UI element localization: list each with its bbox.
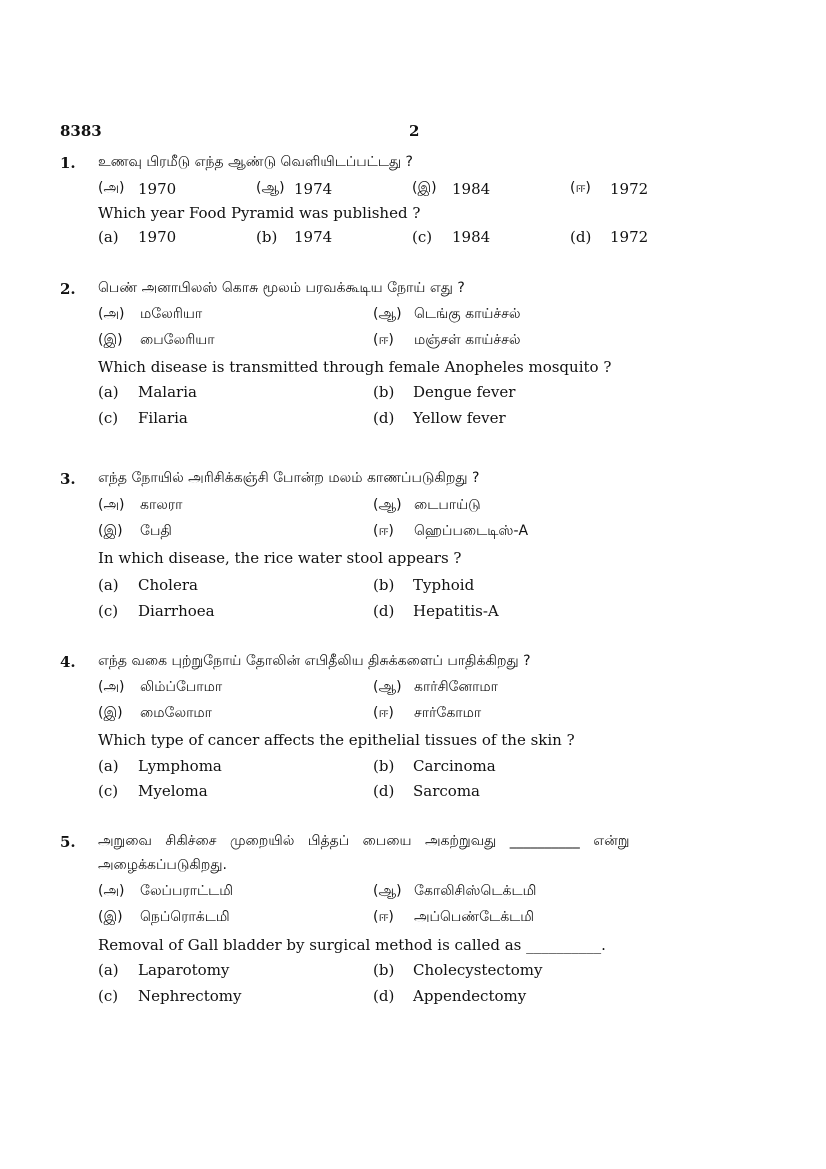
option-label: (a) — [98, 576, 119, 594]
option-label: (இ) — [98, 332, 123, 348]
option-label: (அ) — [98, 306, 125, 322]
option-text: 1984 — [452, 180, 491, 198]
option-text: டெங்கு காய்ச்சல் — [414, 306, 521, 322]
question-paper-code: 8383 — [60, 122, 102, 140]
option-text: Appendectomy — [413, 987, 527, 1005]
option-text: டைபாய்டு — [414, 497, 481, 513]
question-number: 5. — [60, 833, 76, 851]
option-label: (ஆ) — [373, 883, 402, 899]
option-text: 1984 — [452, 228, 491, 246]
question-number: 1. — [60, 154, 76, 172]
option-label: (அ) — [98, 497, 125, 513]
option-label: (b) — [256, 228, 278, 246]
option-label: (c) — [98, 409, 119, 427]
option-label: (அ) — [98, 180, 125, 196]
option-label: (ஆ) — [256, 180, 285, 196]
option-label: (ஆ) — [373, 306, 402, 322]
option-label: (d) — [373, 602, 395, 620]
option-text: கார்சினோமா — [414, 679, 498, 695]
option-text: Carcinoma — [413, 757, 496, 775]
option-label: (அ) — [98, 883, 125, 899]
question-text-tamil: எந்த வகை புற்றுநோய் தோலின் எபிதீலிய திசுக்களைப் பாதிக்கிறது ? — [98, 653, 531, 669]
option-label: (ஈ) — [373, 332, 394, 348]
option-label: (இ) — [98, 705, 123, 721]
option-text: Lymphoma — [138, 757, 222, 775]
option-label: (c) — [98, 987, 119, 1005]
option-text: 1974 — [294, 228, 333, 246]
option-text: Typhoid — [413, 576, 475, 594]
option-text: Yellow fever — [413, 409, 506, 427]
option-text: Cholera — [138, 576, 198, 594]
option-text: காலரா — [140, 497, 183, 513]
option-label: (ஆ) — [373, 497, 402, 513]
option-label: (a) — [98, 383, 119, 401]
option-label: (ஈ) — [570, 180, 591, 196]
option-text: Myeloma — [138, 782, 208, 800]
option-label: (ஆ) — [373, 679, 402, 695]
option-text: Malaria — [138, 383, 197, 401]
option-text: பேதி — [140, 523, 172, 539]
option-text: Sarcoma — [413, 782, 480, 800]
option-label: (இ) — [412, 180, 437, 196]
option-text: Laparotomy — [138, 961, 230, 979]
option-text: 1970 — [138, 228, 177, 246]
question-text-tamil: பெண் அனாபிலஸ் கொசு மூலம் பரவக்கூடிய நோய் எது ? — [98, 280, 465, 296]
option-text: சார்கோமா — [414, 705, 482, 721]
option-text: Nephrectomy — [138, 987, 242, 1005]
option-label: (b) — [373, 757, 395, 775]
option-text: பைலேரியா — [140, 332, 215, 348]
question-text-tamil: எந்த நோயில் அரிசிக்கஞ்சி போன்ற மலம் காணப்படுகிறது ? — [98, 470, 480, 486]
option-label: (ஈ) — [373, 909, 394, 925]
option-label: (a) — [98, 228, 119, 246]
option-label: (b) — [373, 576, 395, 594]
option-label: (d) — [373, 987, 395, 1005]
option-label: (இ) — [98, 523, 123, 539]
option-text: 1972 — [610, 228, 649, 246]
option-label: (b) — [373, 383, 395, 401]
option-text: Dengue fever — [413, 383, 516, 401]
option-label: (c) — [98, 602, 119, 620]
option-text: மைலோமா — [140, 705, 212, 721]
option-text: மஞ்சள் காய்ச்சல் — [414, 332, 521, 348]
option-label: (d) — [373, 782, 395, 800]
option-text: நெப்ரொக்டமி — [140, 909, 230, 925]
option-text: 1974 — [294, 180, 333, 198]
question-text-english: Which year Food Pyramid was published ? — [98, 204, 421, 222]
question-text-english: Removal of Gall bladder by surgical method is called as __________. — [98, 936, 606, 954]
option-label: (a) — [98, 757, 119, 775]
option-text: லிம்ப்போமா — [140, 679, 223, 695]
option-label: (அ) — [98, 679, 125, 695]
option-text: லேப்பராட்டமி — [140, 883, 234, 899]
question-text-english: In which disease, the rice water stool appears ? — [98, 549, 462, 567]
option-text: அப்பெண்டேக்டமி — [414, 909, 535, 925]
option-text: 1970 — [138, 180, 177, 198]
question-text-english: Which disease is transmitted through female Anopheles mosquito ? — [98, 358, 612, 376]
question-text-tamil-continued: அழைக்கப்படுகிறது. — [98, 857, 227, 873]
option-text: Filaria — [138, 409, 188, 427]
question-text-tamil: உணவு பிரமீடு எந்த ஆண்டு வெளியிடப்பட்டது ? — [98, 154, 413, 170]
question-text-english: Which type of cancer affects the epithelial tissues of the skin ? — [98, 731, 575, 749]
option-text: கோலிசிஸ்டெக்டமி — [414, 883, 537, 899]
option-label: (b) — [373, 961, 395, 979]
page-number: 2 — [409, 122, 420, 140]
option-label: (c) — [98, 782, 119, 800]
question-number: 2. — [60, 280, 76, 298]
question-number: 4. — [60, 653, 76, 671]
option-text: ஹெப்படைடிஸ்-A — [414, 523, 529, 539]
option-text: Hepatitis-A — [413, 602, 499, 620]
question-number: 3. — [60, 470, 76, 488]
option-text: Diarrhoea — [138, 602, 215, 620]
option-label: (இ) — [98, 909, 123, 925]
option-label: (d) — [373, 409, 395, 427]
option-label: (ஈ) — [373, 705, 394, 721]
option-label: (ஈ) — [373, 523, 394, 539]
option-text: மலேரியா — [140, 306, 203, 322]
option-label: (a) — [98, 961, 119, 979]
option-label: (d) — [570, 228, 592, 246]
option-text: 1972 — [610, 180, 649, 198]
option-text: Cholecystectomy — [413, 961, 543, 979]
option-label: (c) — [412, 228, 433, 246]
question-text-tamil: அறுவை சிகிச்சை முறையில் பித்தப் பையை அகற்றுவது __________ என்று — [98, 833, 630, 849]
